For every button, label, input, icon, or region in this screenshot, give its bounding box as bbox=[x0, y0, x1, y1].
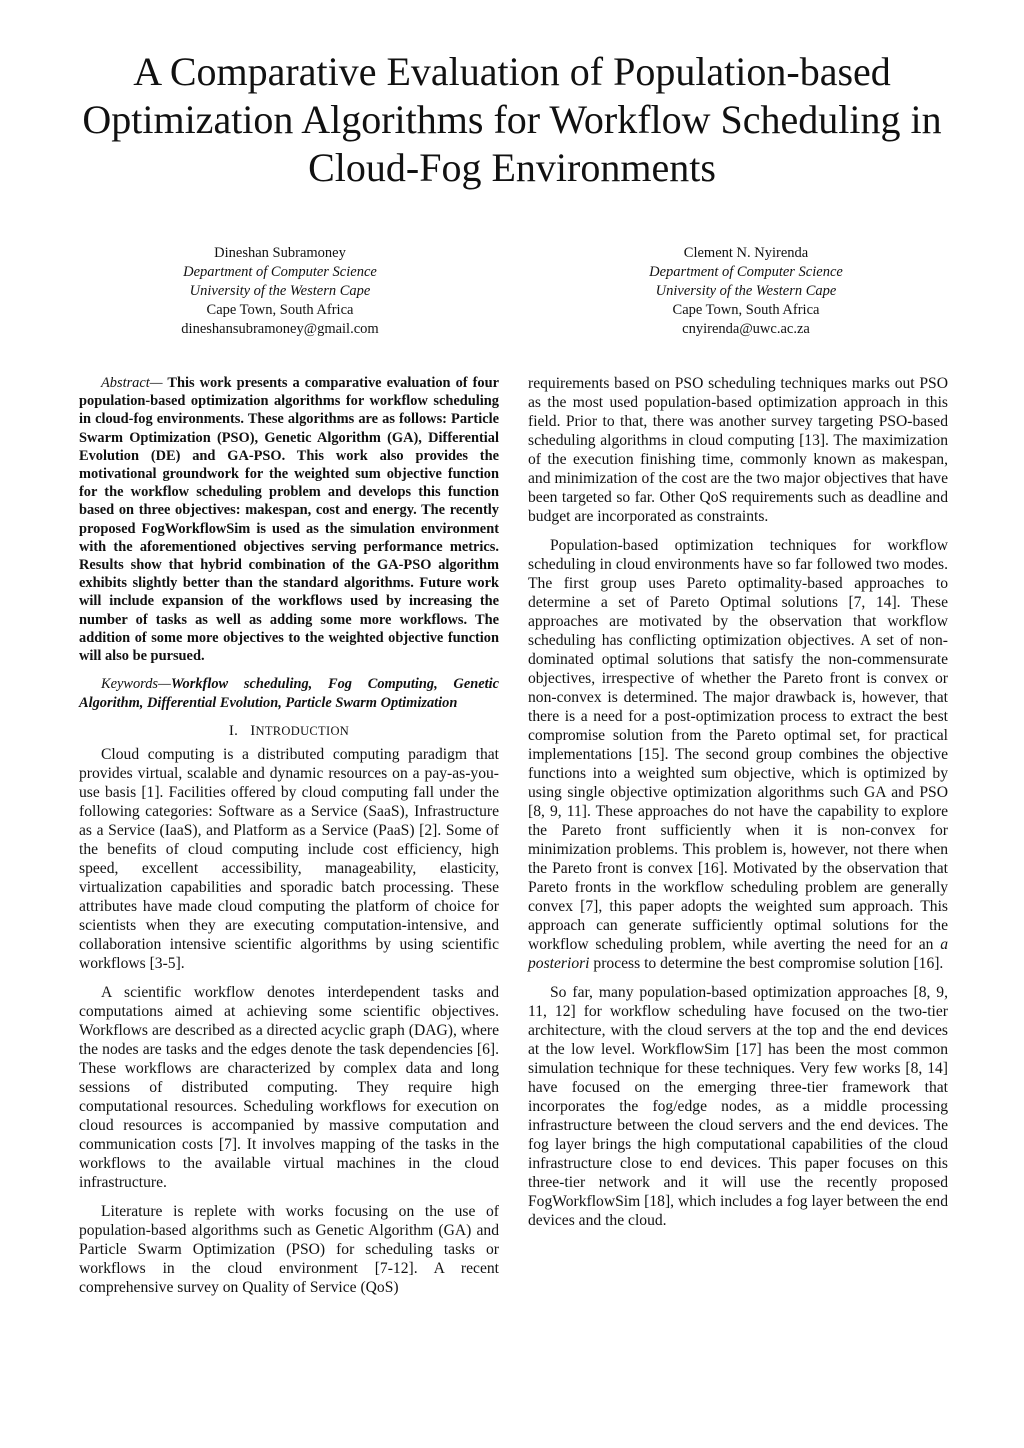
author-email: dineshansubramoney@gmail.com bbox=[181, 321, 379, 337]
author-location: Cape Town, South Africa bbox=[206, 302, 354, 318]
author-email: cnyirenda@uwc.ac.za bbox=[682, 321, 810, 337]
author-block-1 bbox=[90, 244, 470, 339]
keywords-text: Workflow scheduling, Fog Computing, Genetic Algorithm, Differential Evolution, Particle Swarm Optimization bbox=[79, 676, 499, 711]
right-paragraph-1: requirements based on PSO scheduling techniques marks out PSO as the most used population-based optimization approach in this field. Prior to that, there was another survey targeting PSO-based scheduling algorithms in cloud computing [13]. The maximization of the execution finishing time, commonly known as makespan, and minimization of the cost are the two major objectives that have been targeted so far. Other QoS requirements such as deadline and budget are incorporated as constraints. bbox=[528, 375, 948, 525]
keywords-label: Keywords— bbox=[101, 676, 171, 693]
abstract-label: Abstract— bbox=[101, 375, 163, 391]
right-paragraph-2 bbox=[528, 536, 948, 973]
author-name: Dineshan Subramoney bbox=[214, 245, 346, 261]
right-paragraph-2-italic: a posteriori bbox=[528, 936, 948, 972]
author-university: University of the Western Cape bbox=[189, 283, 371, 299]
section-title-rest: NTRODUCTION bbox=[255, 724, 350, 739]
author-location: Cape Town, South Africa bbox=[672, 302, 820, 318]
paper-title: A Comparative Evaluation of Population-based Optimization Algorithms for Workflow Scheduling in Cloud-Fog Environments bbox=[82, 49, 942, 190]
right-column bbox=[528, 374, 948, 1240]
intro-paragraph-1: Cloud computing is a distributed computing paradigm that provides virtual, scalable and dynamic resources on a pay-as-you-use basis [1]. Facilities offered by cloud computing fall under the following categories: Software as a Service (SaaS), Infrastructure as a Service (IaaS), and Platform as a Service (PaaS) [2]. Some of the benefits of cloud computing include cost efficiency, high speed, excellent accessibility, manageability, elasticity, virtualization capabilities and sporadic batch processing. These attributes have made cloud computing the platform of choice for scientists when they are executing computation-intensive, and collaboration intensive scientific algorithms by using scientific workflows [3-5]. bbox=[79, 746, 499, 973]
author-department: Department of Computer Science bbox=[649, 264, 843, 280]
left-column bbox=[79, 374, 499, 1307]
author-university: University of the Western Cape bbox=[655, 283, 837, 299]
author-name: Clement N. Nyirenda bbox=[683, 245, 809, 261]
intro-paragraph-3: Literature is replete with works focusing on the use of population-based algorithms such as Genetic Algorithm (GA) and Particle Swarm Optimization (PSO) for scheduling tasks or workflows in the cloud environment [7-12]. A recent comprehensive survey on Quality of Service (QoS) bbox=[79, 1203, 499, 1297]
section-heading-introduction bbox=[79, 722, 499, 741]
author-block-2 bbox=[556, 244, 936, 339]
section-number: I. bbox=[228, 723, 239, 740]
abstract bbox=[79, 374, 499, 665]
right-paragraph-3: So far, many population-based optimization approaches [8, 9, 11, 12] for workflow scheduling have focused on the two-tier architecture, with the cloud servers at the top and the end devices at the low level. WorkflowSim [17] has been the most common simulation technique for these techniques. Very few works [8, 14] have focused on the emerging three-tier framework that incorporates the fog/edge nodes, as a middle processing infrastructure between the cloud servers and the end devices. The fog layer brings the high computational capabilities of the cloud infrastructure close to end devices. This paper focuses on this three-tier network and it will use the recently proposed FogWorkflowSim [18], which includes a fog layer between the end devices and the cloud. bbox=[528, 984, 948, 1229]
keywords bbox=[79, 675, 499, 712]
intro-paragraph-2: A scientific workflow denotes interdependent tasks and computations aimed at achieving some scientific objectives. Workflows are described as a directed acyclic graph (DAG), where the nodes are tasks and the edges denote the task dependencies [6]. These workflows are characterized by complex data and long sessions of distributed computing. They require high computational resources. Scheduling workflows for execution on cloud resources is accompanied by massive computation and communication costs [7]. It involves mapping of the tasks in the workflows to the available virtual machines in the cloud infrastructure. bbox=[79, 984, 499, 1192]
abstract-text: This work presents a comparative evaluation of four population-based optimization algorithms for workflow scheduling in cloud-fog environments. These algorithms are as follows: Particle Swarm Optimization (PSO), Genetic Algorithm (GA), Differential Evolution (DE) and GA-PSO. This work also provides the motivational groundwork for the weighted sum objective function for the workflow scheduling problem and develops this function based on three objectives: makespan, cost and energy. The recently proposed FogWorkflowSim is used as the simulation environment with the aforementioned objectives serving performance metrics. Results show that hybrid combination of the GA-PSO algorithm exhibits slightly better than the standard algorithms. Future work will include expansion of the workflows used by increasing the number of tasks as well as adding some more workflows. The addition of some more objectives to the weighted objective function will also be pursued. bbox=[79, 375, 499, 665]
right-paragraph-2-text: Population-based optimization techniques for workflow scheduling in cloud environments have so far followed two modes. The first group uses Pareto optimality-based approaches to determine a set of Pareto Optimal solutions [7, 14]. These approaches are motivated by the observation that workflow scheduling has conflicting optimization objectives. A set of non-dominated optimal solutions that satisfy the non-commensurate objectives, irrespective of whether the Pareto front is convex or non-convex is determined. The major drawback is, however, that there is a need for a post-optimization process to extract the best compromise solution from the Pareto optimal set, for practical implementations [15]. The second group combines the objective functions into a weighted sum objective, which is optimized by using single objective optimization algorithms such GA and PSO [8, 9, 11]. These approaches do not have the capability to explore the Pareto front sufficiently when it is non-convex for minimization problems. This problem is, however, not there when the Pareto front is convex [16]. Motivated by the observation that Pareto fronts in the workflow scheduling problem are generally convex [7], this paper adopts the weighted sum approach. This approach can generate sufficiently optimal solutions for the workflow scheduling problem, while averting the need for an bbox=[528, 537, 948, 953]
author-department: Department of Computer Science bbox=[183, 264, 377, 280]
right-paragraph-2-tail: process to determine the best compromise solution [16]. bbox=[589, 955, 944, 972]
section-title-first-letter: I bbox=[250, 723, 256, 740]
